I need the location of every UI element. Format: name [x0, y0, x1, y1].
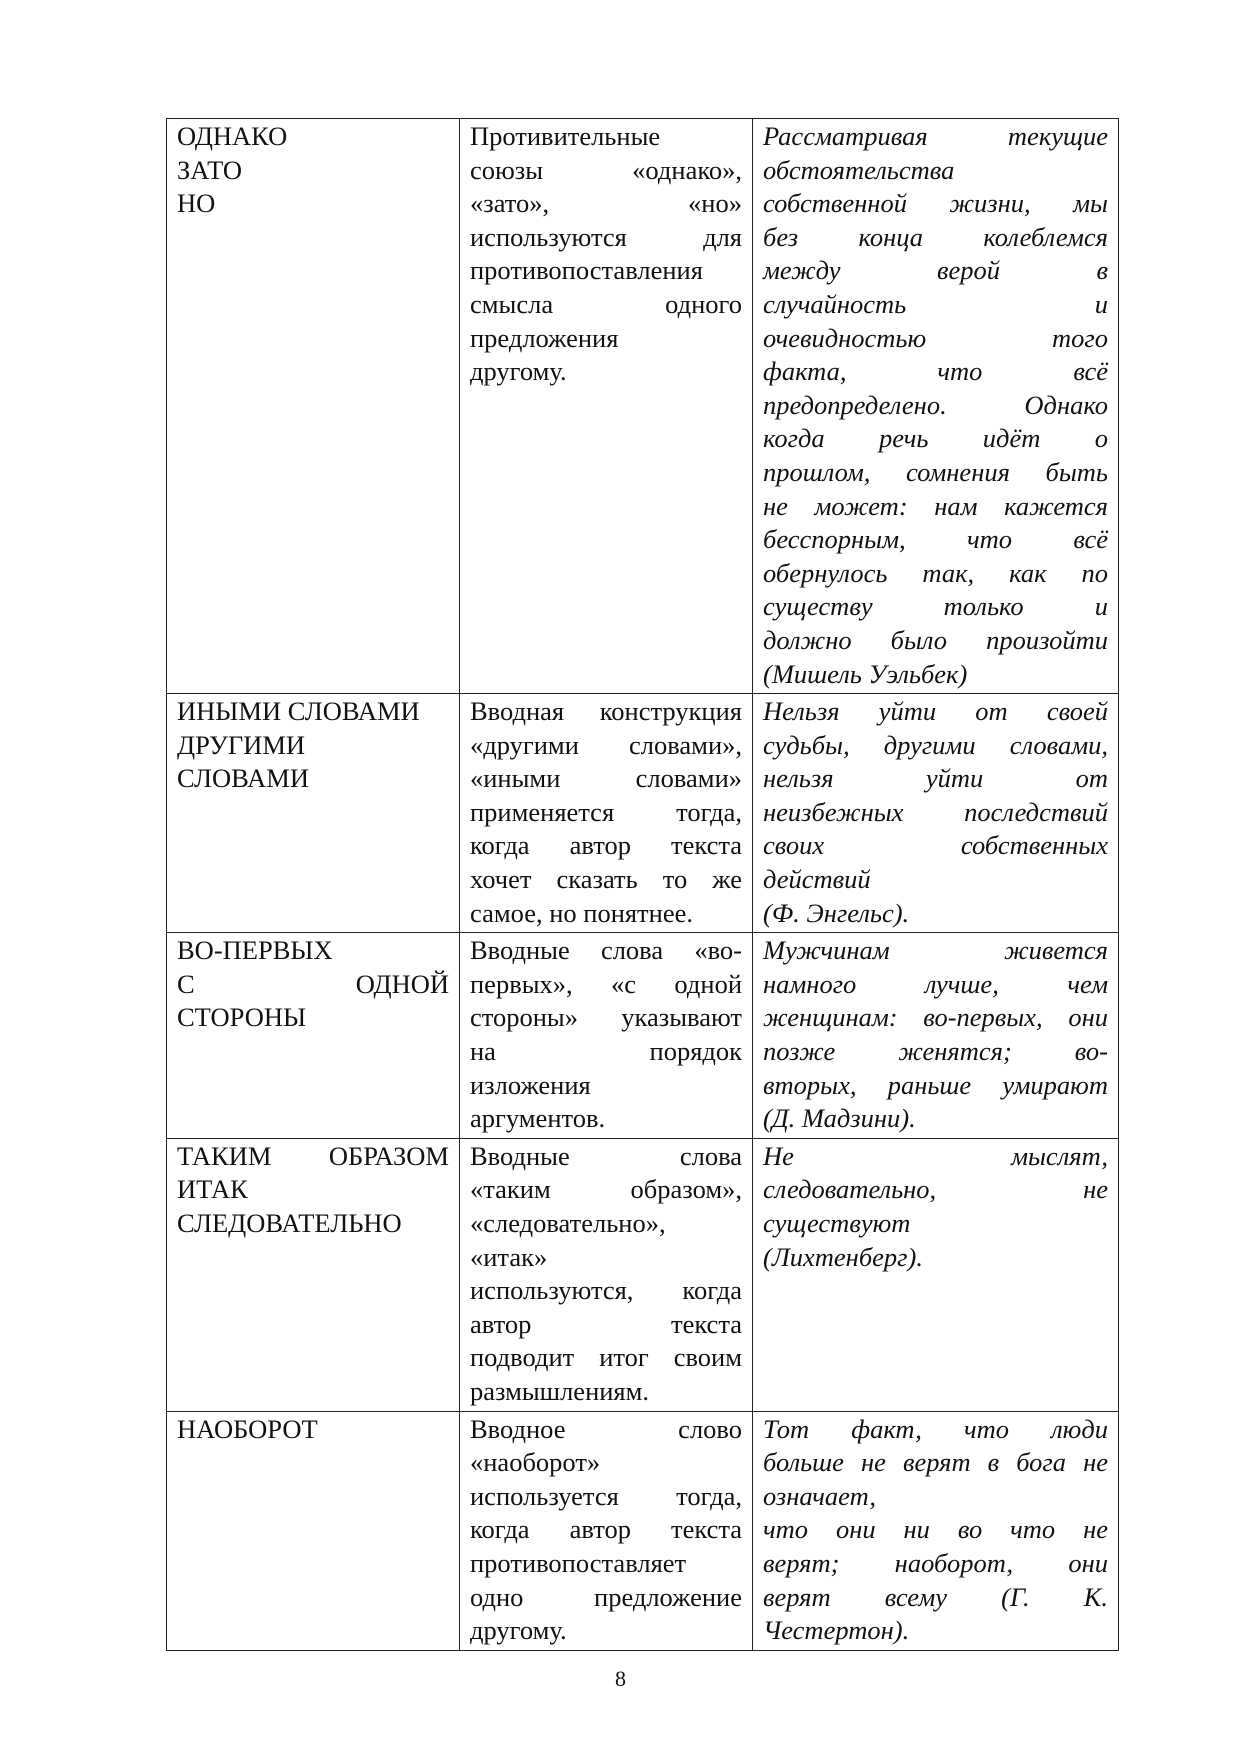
description-line: размышлениям.	[470, 1375, 650, 1406]
term-cell	[167, 119, 460, 694]
example-line: (Ф. Энгельс).	[763, 897, 910, 928]
description-line: «другими словами»,	[470, 729, 742, 760]
example-line: (Мишель Уэльбек)	[763, 658, 968, 689]
term-line: ИТАК	[177, 1174, 248, 1205]
description-line: союзы «однако»,	[470, 154, 742, 185]
description-cell	[460, 119, 753, 694]
description-line: «наоборот»	[470, 1447, 601, 1478]
example-line: очевидностью того	[763, 322, 1108, 353]
description-line: подводит итог своим	[470, 1342, 742, 1373]
example-line: должно было произойти	[763, 624, 1108, 655]
description-line: предложения	[470, 322, 619, 353]
description-line: используются, когда	[470, 1275, 742, 1306]
description-line: «следовательно»,	[470, 1208, 666, 1238]
term-cell	[167, 933, 460, 1139]
table-row	[167, 694, 1119, 933]
example-cell	[753, 119, 1119, 694]
example-line: Честертон).	[763, 1615, 910, 1646]
description-line: используется тогда,	[470, 1480, 742, 1511]
term-line: ОДНАКО	[177, 121, 288, 151]
example-line: (Д. Мадзини).	[763, 1103, 916, 1134]
example-line: не может: нам кажется	[763, 490, 1108, 521]
example-line: своих собственных	[763, 830, 1108, 861]
example-line: Рассматривая текущие	[763, 121, 1108, 151]
example-line: существу только и	[763, 591, 1108, 622]
example-line: обстоятельства	[763, 154, 955, 185]
example-line: предопределено. Однако	[763, 389, 1108, 420]
term-line: ЗАТО	[177, 154, 243, 185]
description-line: аргументов.	[470, 1103, 606, 1134]
example-cell	[753, 933, 1119, 1139]
table-body	[167, 119, 1119, 1651]
description-line: «иными словами»	[470, 763, 742, 794]
description-line: когда автор текста	[470, 1514, 742, 1545]
description-line: первых», «с одной	[470, 968, 742, 999]
example-line: существуют	[763, 1208, 911, 1238]
description-line: Вводная конструкция	[470, 696, 742, 727]
example-line: вторых, раньше умирают	[763, 1069, 1108, 1100]
example-line: Нельзя уйти от своей	[763, 696, 1108, 727]
example-line: прошлом, сомнения быть	[763, 456, 1108, 487]
page-number: 8	[615, 1666, 626, 1691]
term-line: СЛЕДОВАТЕЛЬНО	[177, 1208, 402, 1238]
term-line: НАОБОРОТ	[177, 1413, 318, 1444]
example-line: судьбы, другими словами,	[763, 729, 1108, 760]
term-line: СТОРОНЫ	[177, 1002, 307, 1033]
example-line: когда речь идёт о	[763, 423, 1108, 454]
term-line: ДРУГИМИ	[177, 729, 306, 760]
description-line: Вводные слова «во-	[470, 935, 742, 966]
description-line: применяется тогда,	[470, 796, 742, 827]
table-row	[167, 119, 1119, 694]
example-cell	[753, 1138, 1119, 1411]
example-line: случайность и	[763, 288, 1108, 319]
table-row	[167, 1138, 1119, 1411]
term-cell	[167, 694, 460, 933]
description-line: когда автор текста	[470, 830, 742, 861]
description-line: «итак»	[470, 1241, 548, 1272]
example-line: неизбежных последствий	[763, 796, 1108, 827]
description-line: используются для	[470, 221, 742, 252]
example-line: означает,	[763, 1480, 877, 1511]
description-line: противопоставления	[470, 255, 703, 286]
example-line: действий	[763, 864, 871, 895]
term-line: НО	[177, 188, 216, 219]
term-cell	[167, 1138, 460, 1411]
example-line: что они ни во что не	[763, 1514, 1108, 1545]
example-line: факта, что всё	[763, 356, 1108, 387]
term-line: С ОДНОЙ	[177, 968, 449, 999]
term-line: ВО-ПЕРВЫХ	[177, 935, 333, 966]
example-line: Мужчинам живется	[763, 935, 1108, 966]
conjunctions-table	[166, 118, 1119, 1651]
example-line: бесспорным, что всё	[763, 524, 1108, 555]
description-cell	[460, 933, 753, 1139]
description-line: изложения	[470, 1069, 591, 1100]
description-line: на порядок	[470, 1036, 742, 1067]
example-line: женщинам: во-первых, они	[763, 1002, 1108, 1033]
description-line: Вводные слова	[470, 1140, 742, 1171]
description-line: стороны» указывают	[470, 1002, 742, 1033]
example-line: собственной жизни, мы	[763, 188, 1108, 219]
description-line: Противительные	[470, 121, 661, 151]
term-line: ИНЫМИ СЛОВАМИ	[177, 696, 420, 727]
description-cell	[460, 694, 753, 933]
description-line: самое, но понятнее.	[470, 897, 693, 928]
description-line: противопоставляет	[470, 1547, 687, 1578]
example-line: следовательно, не	[763, 1174, 1108, 1205]
example-line: (Лихтенберг).	[763, 1241, 923, 1272]
term-line: СЛОВАМИ	[177, 763, 309, 794]
description-line: другому.	[470, 1615, 567, 1646]
description-line: хочет сказать то же	[470, 864, 742, 895]
example-line: намного лучше, чем	[763, 968, 1108, 999]
description-line: другому.	[470, 356, 567, 387]
table-row	[167, 933, 1119, 1139]
example-line: без конца колеблемся	[763, 221, 1108, 252]
description-line: одно предложение	[470, 1581, 742, 1612]
example-line: нельзя уйти от	[763, 763, 1108, 794]
example-cell	[753, 1411, 1119, 1650]
example-line: Тот факт, что люди	[763, 1413, 1108, 1444]
example-line: между верой в	[763, 255, 1108, 286]
description-line: автор текста	[470, 1308, 742, 1339]
example-cell	[753, 694, 1119, 933]
description-line: Вводное слово	[470, 1413, 742, 1444]
example-line: позже женятся; во-	[763, 1036, 1108, 1067]
description-cell	[460, 1138, 753, 1411]
example-line: верят всему (Г. К.	[763, 1581, 1108, 1612]
table-row	[167, 1411, 1119, 1650]
description-line: «таким образом»,	[470, 1174, 742, 1205]
example-line: больше не верят в бога не	[763, 1447, 1108, 1478]
term-line: ТАКИМ ОБРАЗОМ	[177, 1140, 449, 1171]
example-line: Не мыслят,	[763, 1140, 1108, 1171]
description-line: «зато», «но»	[470, 188, 742, 219]
example-line: обернулось так, как по	[763, 557, 1108, 588]
description-cell	[460, 1411, 753, 1650]
example-line: верят; наоборот, они	[763, 1547, 1108, 1578]
description-line: смысла одного	[470, 288, 742, 319]
term-cell	[167, 1411, 460, 1650]
